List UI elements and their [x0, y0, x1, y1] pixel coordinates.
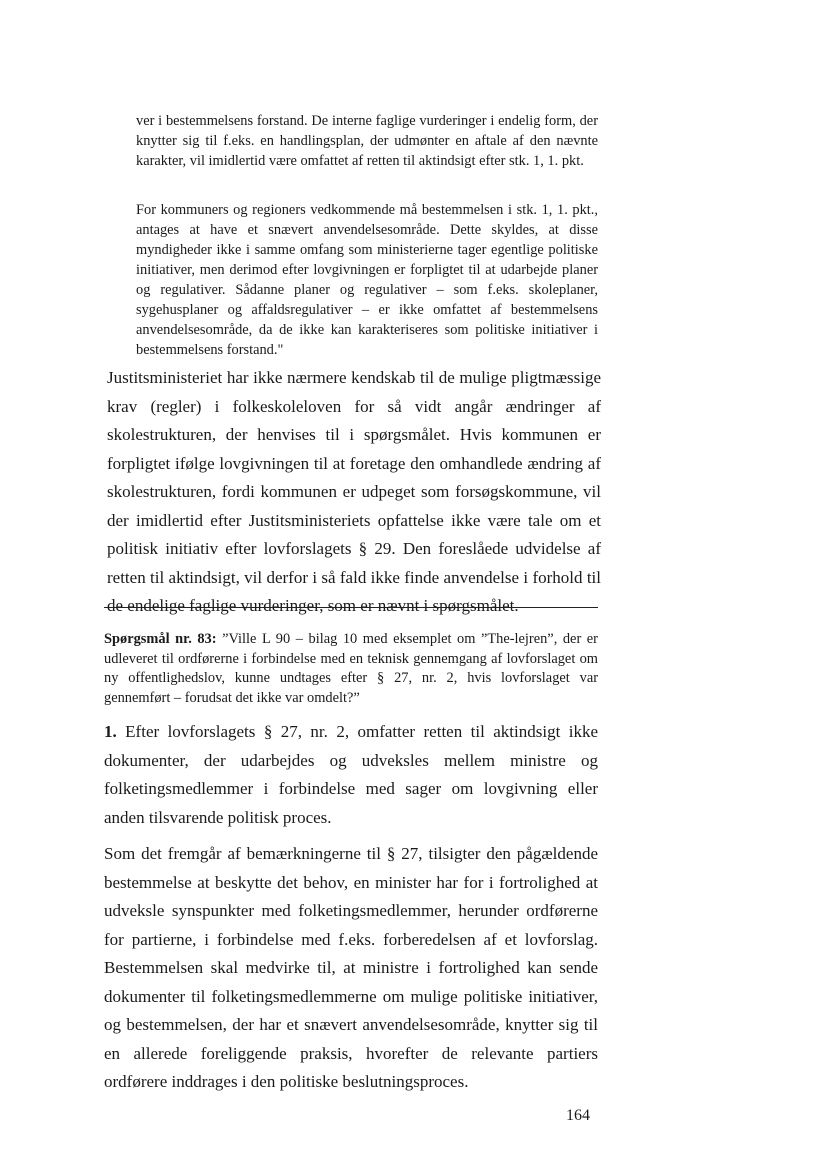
question-83: [104, 630, 598, 708]
quote-paragraph-1: ver i bestemmelsens forstand. De interne faglige vurderinger i endelig form, der knytter sig til f.eks. en handlingsplan, der udmønter en aftale af den nævnte karakter, vil imidlertid være omfattet af retten til aktindsigt efter stk. 1, 1. pkt.: [136, 113, 598, 169]
answer-paragraph: Justitsministeriet har ikke nærmere kendskab til de mulige pligtmæssige krav (regler) i folkeskoleloven for så vidt angår ændringer af skolestrukturen, der henvises til i spørgsmålet. Hvis kommunen er forpligtet ifølge lovgivningen til at foretage den omhandlede ændring af skolestrukturen, fordi kommunen er udpeget som forsøgskommune, vil der imidlertid efter Justitsministeriets opfattelse ikke være tale om et politisk initiativ efter lovforslagets § 29. Den foreslåede udvidelse af retten til aktindsigt, vil derfor i så fald ikke finde anvendelse i forhold til de endelige faglige vurderinger, som er nævnt i spørgsmålet.: [107, 368, 601, 615]
answer-paragraph-1: [104, 718, 598, 832]
section-divider: [104, 607, 598, 608]
page-number: 164: [566, 1107, 590, 1124]
question-label: Spørgsmål nr. 83:: [104, 631, 217, 647]
answer-text-1: Efter lovforslagets § 27, nr. 2, omfatter retten til aktindsigt ikke dokumenter, der udarbejdes og udveksles mellem ministre og folketingsmedlemmer i forbindelse med sager om lovgivning eller anden tilsvarende politisk proces.: [104, 722, 598, 827]
answer-paragraph-2: Som det fremgår af bemærkningerne til § 27, tilsigter den pågældende bestemmelse at beskytte det behov, en minister har for i fortrolighed at udveksle synspunkter med folketingsmedlemmer, herunder ordførerne for partierne, i forbindelse med f.eks. forberedelsen af et lovforslag. Bestemmelsen skal medvirke til, at ministre i fortrolighed kan sende dokumenter til folketingsmedlemmerne om mulige politiske initiativer, og bestemmelsen, der har et snævert anvendelsesområde, knytter sig til en allerede foreliggende praksis, hvorefter de relevante partiers ordførere inddrages i den politiske beslutningsproces.: [104, 844, 598, 1091]
answer-number: 1.: [104, 722, 117, 741]
quote-paragraph-2: For kommuners og regioners vedkommende må bestemmelsen i stk. 1, 1. pkt., antages at have et snævert anvendelsesområde. Dette skyldes, at disse myndigheder ikke i samme omfang som ministerierne tager egentlige politiske initiativer, men derimod efter lovgivningen er forpligtet til at udarbejde planer og regulativer. Sådanne planer og regulativer – som f.eks. skoleplaner, sygehusplaner og affaldsregulativer – er ikke omfattet af bestemmelsens anvendelsesområde, da de ikke kan karakteriseres som politiske initiativer i bestemmelsens forstand.": [136, 202, 598, 358]
question-text: ”Ville L 90 – bilag 10 med eksemplet om ”The-lejren”, der er udleveret til ordførerne i forbindelse med en teknisk gennemgang af lovforslaget om ny offentlighedslov, kunne undtages efter § 27, nr. 2, hvis lovforslaget var gennemført – forudsat det ikke var omdelt?”: [104, 631, 598, 706]
